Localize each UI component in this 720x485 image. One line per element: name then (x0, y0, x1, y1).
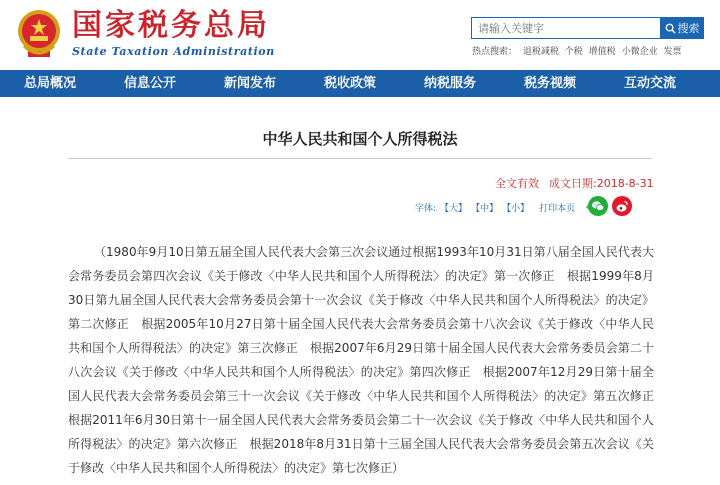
main-nav (0, 70, 720, 97)
article-body: （1980年9月10日第五届全国人民代表大会第三次会议通过根据1993年10月31日第八届全国人民代表大会常务委员会第四次会议《关于修改〈中华人民共和国个人所得税法〉的决定》第一次修正 根据1999年8月30日第九届全国人民代表大会常务委员会第十一次会议《关于修改〈中华人民共和国个人所得税法〉的决定》第二次修正 根据2005年10月27日第十届全国人民代表大会常务委员会第十八次会议《关于修改〈中华人民共和国个人所得税法〉的决定》第三次修正 根据2007年6月29日第十届全国人民代表大会常务委员会第二十八次会议《关于修改〈中华人民共和国个人所得税法〉的决定》第四次修正 根据2007年12月29日第十届全国人民代表大会常务委员会第三十一次会议《关于修改〈中华人民共和国个人所得税法〉的决定》第五次修正 根据2011年6月30日第十一届全国人民代表大会常务委员会第二十一次会议《关于修改〈中华人民共和国个人所得税法〉的决定》第六次修正 根据2018年8月31日第十三届全国人民代表大会常务委员会第五次会议《关于修改〈中华人民共和国个人所得税法〉的决定》第七次修正） (68, 245, 667, 475)
article-title: 中华人民共和国个人所得税法 (262, 130, 458, 148)
nav-item-overview[interactable]: 总局概况 (23, 76, 76, 91)
wechat-icon[interactable] (588, 196, 608, 216)
site-logo-english[interactable]: State Taxation Administration (72, 45, 275, 58)
hot-search-bar (472, 44, 684, 57)
article-date: 成文日期:2018-8-31 (549, 177, 654, 190)
status-badge: 全文有效 (495, 177, 539, 190)
nav-item-interaction[interactable]: 互动交流 (623, 76, 676, 91)
hot-term-link[interactable]: 发票 (663, 47, 682, 57)
hot-term-link[interactable]: 小微企业 (621, 47, 658, 57)
hot-search-label: 热点搜索： (472, 47, 518, 57)
font-large-button[interactable]: 【大】 (440, 203, 468, 214)
search-input[interactable] (471, 17, 660, 39)
title-divider (68, 158, 652, 159)
national-emblem-icon[interactable] (16, 6, 62, 60)
article-meta (495, 175, 654, 191)
search-button-label: 搜索 (677, 23, 700, 35)
font-size-label: 字体: (415, 203, 437, 214)
font-small-button[interactable]: 【小】 (502, 203, 530, 214)
hot-term-link[interactable]: 退税减税 (522, 47, 559, 57)
nav-item-tax-video[interactable]: 税务视频 (523, 76, 576, 91)
weibo-icon[interactable] (612, 196, 632, 216)
hot-term-link[interactable]: 个税 (564, 47, 583, 57)
print-button[interactable]: 打印本页 (539, 203, 576, 214)
article-tools (415, 199, 605, 215)
font-medium-button[interactable]: 【中】 (471, 203, 499, 214)
hot-term-link[interactable]: 增值税 (588, 47, 616, 57)
nav-item-news[interactable]: 新闻发布 (223, 76, 276, 91)
nav-item-taxpayer-service[interactable]: 纳税服务 (423, 76, 476, 91)
site-header (0, 0, 720, 68)
nav-item-info-disclosure[interactable]: 信息公开 (123, 76, 176, 91)
search-icon (665, 23, 676, 34)
nav-item-tax-policy[interactable]: 税收政策 (323, 76, 376, 91)
site-logo-text[interactable]: 国家税务总局 (72, 8, 270, 43)
search-button[interactable] (660, 17, 704, 39)
